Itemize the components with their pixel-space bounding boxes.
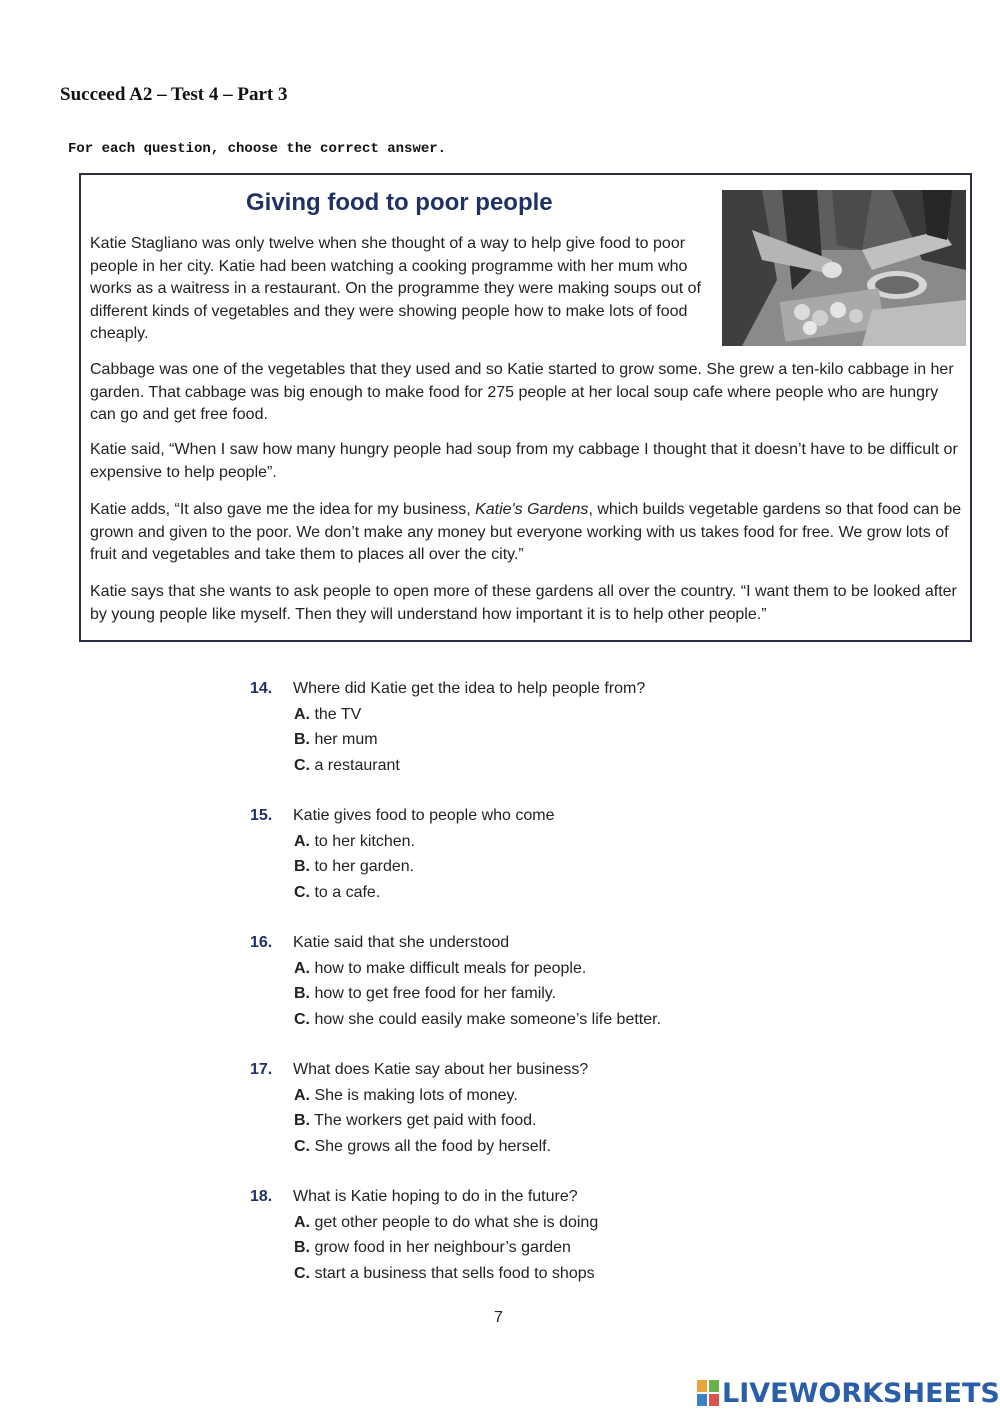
answer-option[interactable]	[250, 1134, 930, 1160]
option-text: how she could easily make someone’s life better.	[314, 1010, 662, 1028]
question-text: What does Katie say about her business?	[293, 1061, 589, 1078]
option-text: the TV	[314, 705, 362, 723]
option-letter: A.	[294, 832, 310, 850]
answer-option[interactable]	[250, 880, 930, 906]
option-text: how to get free food for her family.	[314, 985, 557, 1002]
option-text: how to make difficult meals for people.	[314, 959, 587, 977]
option-letter: A.	[294, 1086, 310, 1104]
liveworksheets-logo-icon	[697, 1380, 719, 1406]
option-letter: A.	[294, 959, 310, 977]
question-14	[250, 676, 930, 778]
option-letter: C.	[294, 1137, 310, 1155]
answer-option[interactable]	[250, 1235, 930, 1261]
question-16	[250, 930, 930, 1032]
answer-option[interactable]	[250, 854, 930, 880]
option-text: She is making lots of money.	[314, 1086, 518, 1104]
answer-option[interactable]	[250, 727, 930, 753]
article-title: Giving food to poor people	[246, 189, 553, 216]
answer-option[interactable]	[250, 1261, 930, 1287]
option-letter: B.	[294, 731, 310, 748]
answer-option[interactable]	[250, 829, 930, 855]
question-17	[250, 1057, 930, 1159]
option-text: get other people to do what she is doing	[314, 1213, 599, 1231]
article-paragraph-1: Katie Stagliano was only twelve when she thought of a way to help give food to poor people in her city. Katie had been watching a cooking programme with her mum who works as a waitress in a restaurant. On the programme they were making soups out of different kinds of vegetables and they were showing people how to make lots of food cheaply.	[90, 235, 701, 342]
question-18	[250, 1184, 930, 1286]
question-text: Katie gives food to people who come	[293, 807, 555, 824]
answer-option[interactable]	[250, 981, 930, 1007]
option-letter: A.	[294, 1213, 310, 1231]
answer-option[interactable]	[250, 1007, 930, 1033]
option-letter: B.	[294, 1112, 310, 1129]
paragraph-4-start: Katie adds, “It also gave me the idea for my business,	[90, 501, 476, 518]
article-paragraph-5: Katie says that she wants to ask people to open more of these gardens all over the country. “I want them to be looked after by young people like myself. Then they will understand how important it is to help other people.”	[90, 583, 957, 623]
article-paragraph-2: Cabbage was one of the vegetables that they used and so Katie started to grow some. She grew a ten-kilo cabbage in her garden. That cabbage was big enough to make food for 275 people at her local soup cafe where people who are hungry can go and get free food.	[90, 361, 954, 423]
option-letter: A.	[294, 705, 310, 723]
option-text: to a cafe.	[314, 883, 381, 901]
option-text: a restaurant	[314, 756, 400, 774]
page-number: 7	[494, 1309, 503, 1326]
question-text: Where did Katie get the idea to help people from?	[293, 680, 646, 697]
business-name: Katie's Gardens	[475, 501, 589, 518]
questions-list	[250, 676, 930, 1311]
question-number: 14.	[250, 680, 273, 697]
option-text: grow food in her neighbour’s garden	[314, 1239, 571, 1256]
answer-option[interactable]	[250, 1210, 930, 1236]
liveworksheets-logo-text: LIVEWORKSHEETS	[722, 1377, 1000, 1409]
option-letter: C.	[294, 1264, 310, 1282]
option-letter: C.	[294, 756, 310, 774]
question-text: Katie said that she understood	[293, 934, 510, 951]
option-text: The workers get paid with food.	[314, 1112, 537, 1129]
article-paragraph-4	[90, 499, 968, 567]
option-text: her mum	[314, 731, 378, 748]
option-letter: C.	[294, 1010, 310, 1028]
question-number: 18.	[250, 1188, 273, 1205]
option-text: She grows all the food by herself.	[314, 1137, 552, 1155]
option-letter: C.	[294, 883, 310, 901]
option-letter: B.	[294, 985, 310, 1002]
answer-option[interactable]	[250, 956, 930, 982]
article-box	[79, 173, 972, 642]
option-text: start a business that sells food to shops	[314, 1264, 595, 1282]
liveworksheets-logo[interactable]	[697, 1377, 1000, 1409]
article-photo	[722, 190, 966, 346]
answer-option[interactable]	[250, 1108, 930, 1134]
option-text: to her garden.	[314, 858, 415, 875]
worksheet-title: Succeed A2 – Test 4 – Part 3	[60, 84, 288, 105]
paragraph-4-end: , which builds vegetable gardens so that food can be grown and given to the poor. We don’t make any money but everyone working with us takes food for free. We grow lots of fruit and vegetables and take them to places all over the city.”	[90, 501, 962, 563]
option-text: to her kitchen.	[314, 832, 415, 850]
answer-option[interactable]	[250, 702, 930, 728]
question-number: 16.	[250, 934, 273, 951]
answer-option[interactable]	[250, 1083, 930, 1109]
article-paragraph-3: Katie said, “When I saw how many hungry people had soup from my cabbage I thought that it doesn’t have to be difficult or expensive to help people”.	[90, 441, 958, 481]
question-15	[250, 803, 930, 905]
question-text: What is Katie hoping to do in the future?	[293, 1188, 578, 1205]
instructions: For each question, choose the correct answer.	[68, 141, 447, 157]
answer-option[interactable]	[250, 753, 930, 779]
option-letter: B.	[294, 1239, 310, 1256]
option-letter: B.	[294, 858, 310, 875]
question-number: 15.	[250, 807, 273, 824]
question-number: 17.	[250, 1061, 273, 1078]
